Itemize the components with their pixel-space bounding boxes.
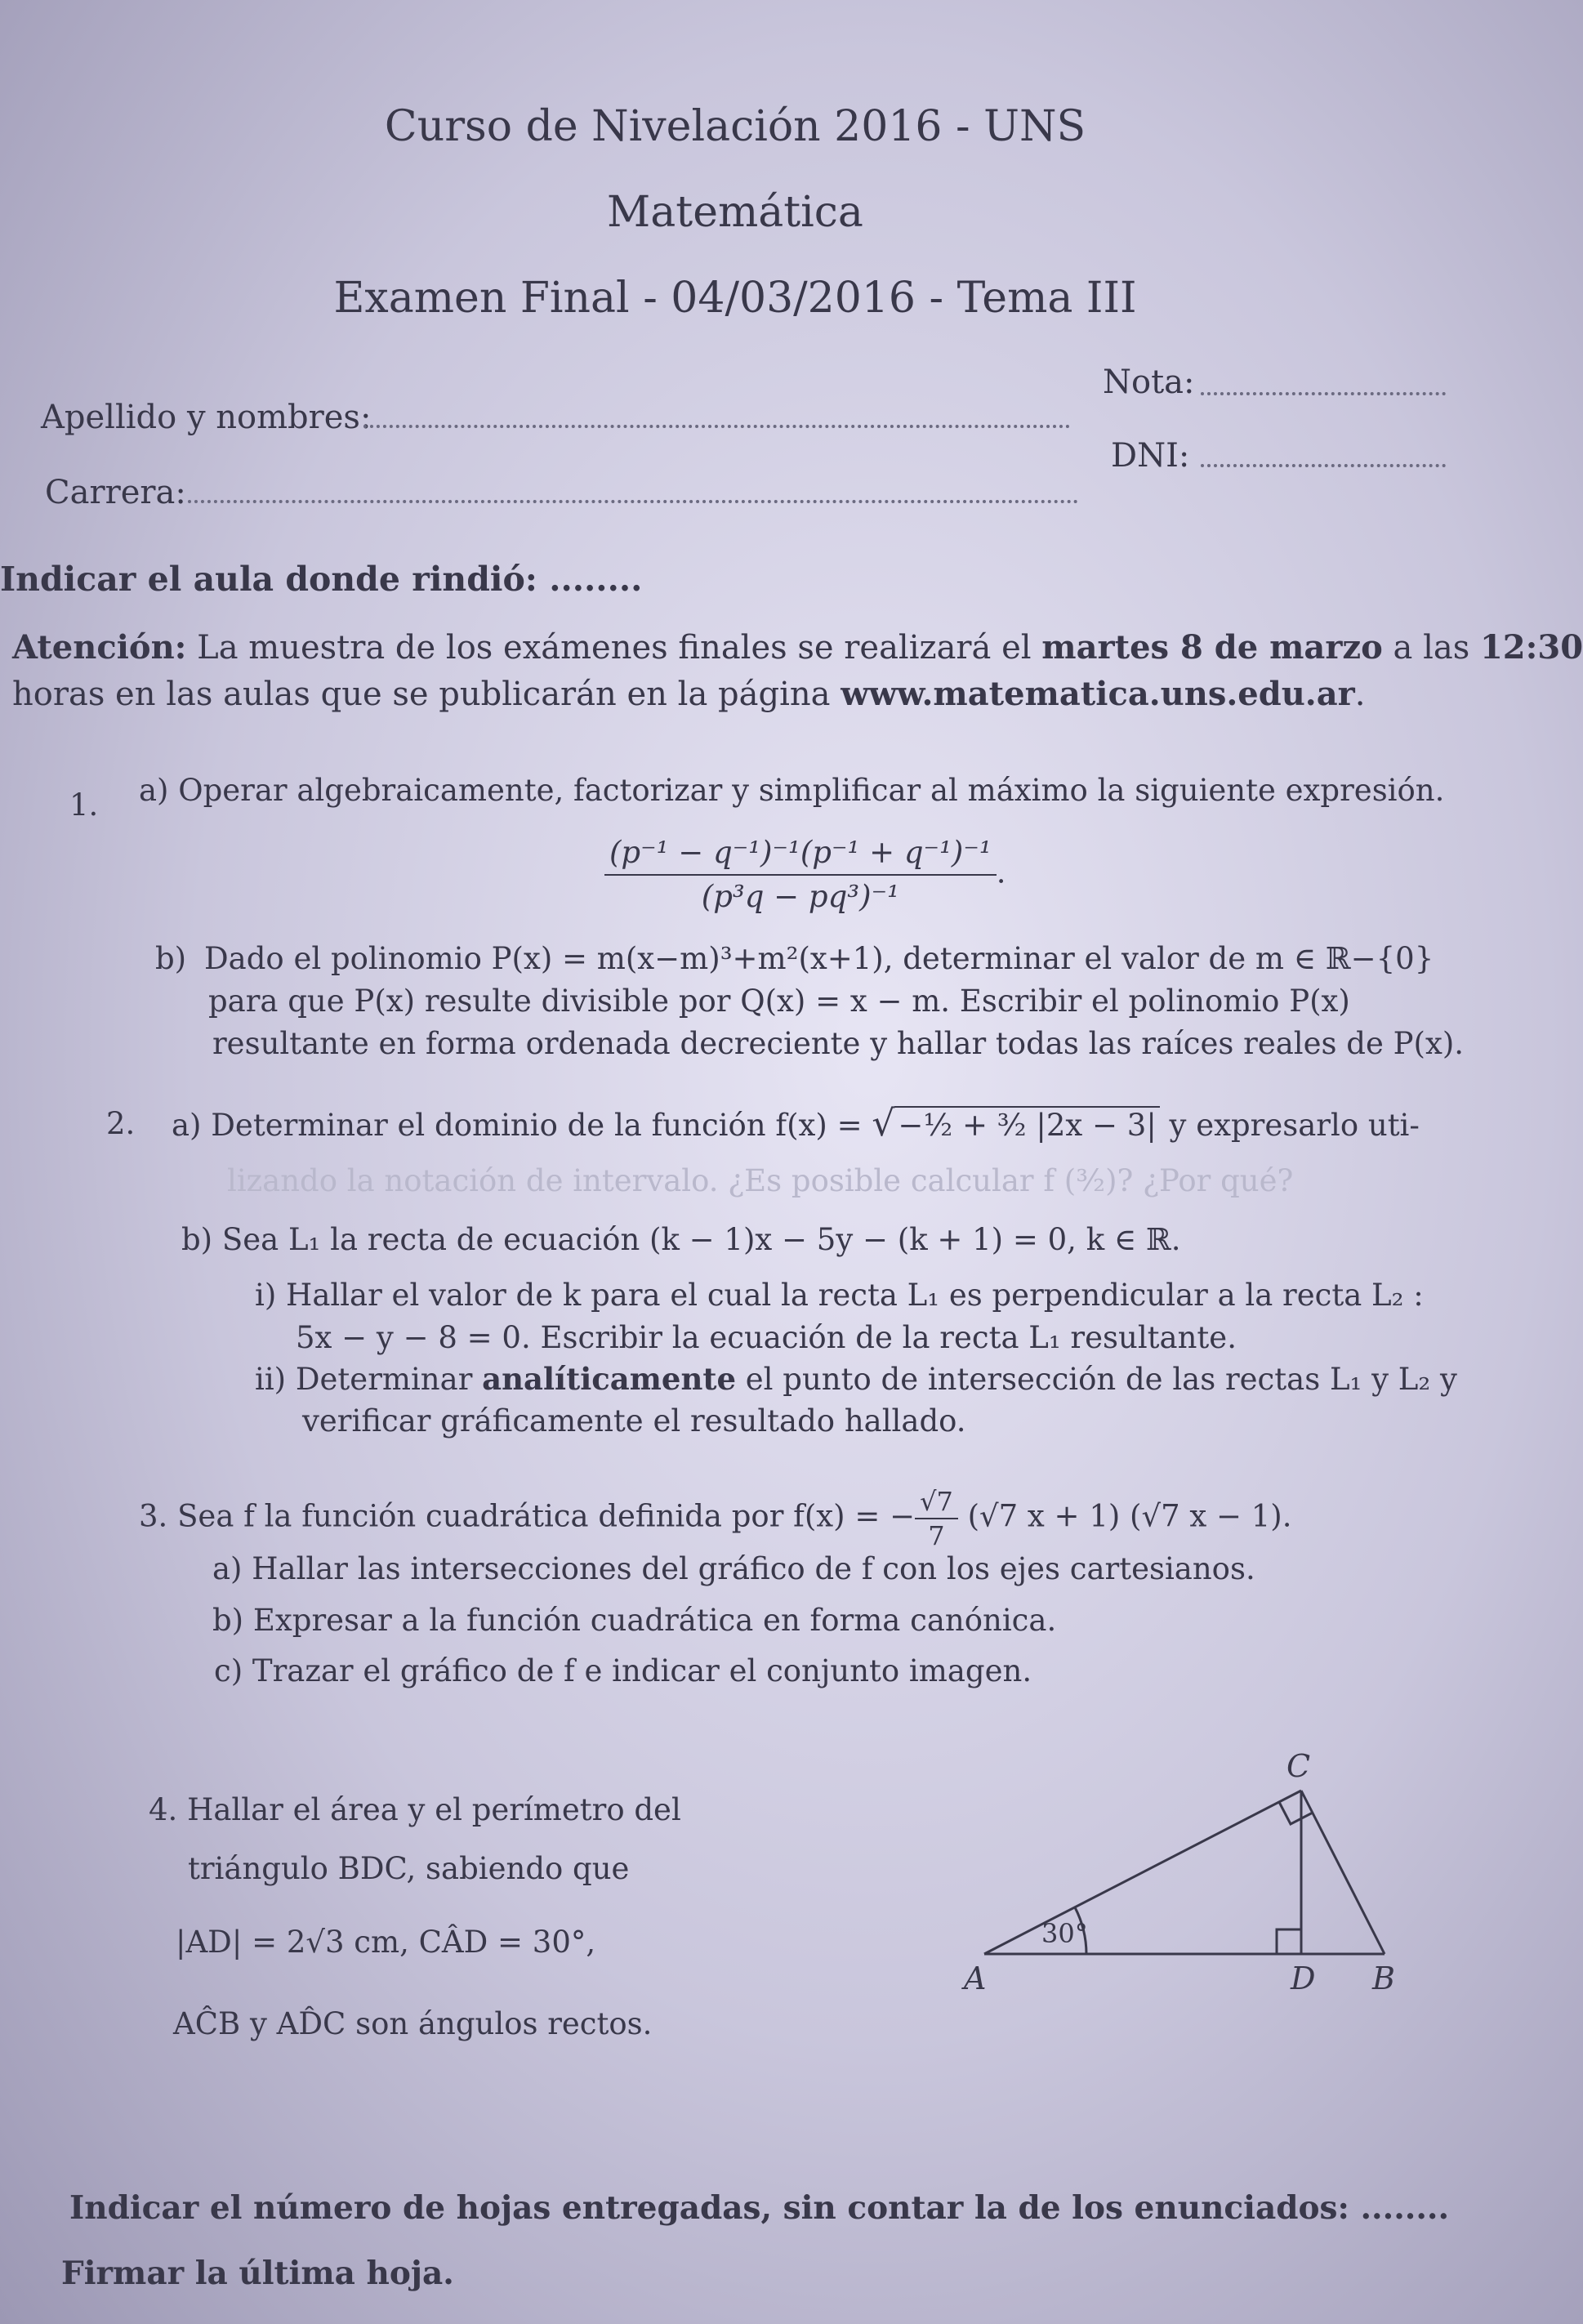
p2-a-text2: y expresarlo uti- — [1159, 1108, 1420, 1143]
p4-line3: |AD| = 2√3 cm, CÂD = 30°, — [176, 1925, 596, 1960]
right-angle-d — [1277, 1929, 1301, 1954]
p2-bii-text2: el punto de intersección de las rectas L₁ y L₂ y — [736, 1362, 1457, 1397]
triangle-figure — [964, 1740, 1421, 2010]
p2-bii-text1: Determinar — [295, 1362, 483, 1397]
p2-a-line2: lizando la notación de intervalo. ¿Es posible calcular f (³⁄₂)? ¿Por qué? — [227, 1163, 1294, 1198]
p2-a-text1: Determinar el dominio de la función f(x) = — [211, 1108, 872, 1143]
attention-text1: La muestra de los exámenes finales se realizará el — [186, 629, 1042, 667]
carrera-line[interactable] — [188, 500, 1078, 503]
label-c: C — [1286, 1748, 1311, 1784]
attention-line1 — [12, 625, 1583, 671]
p3-frac-den: 7 — [928, 1520, 945, 1551]
p1-a-numerator: (p⁻¹ − q⁻¹)⁻¹(p⁻¹ + q⁻¹)⁻¹ — [604, 832, 997, 876]
p2-bi-line1 — [255, 1274, 1424, 1317]
p3-number: 3. — [139, 1498, 168, 1534]
p1-a-fraction — [604, 832, 997, 918]
p1-b-line2: para que P(x) resulte divisible por Q(x) = x − m. Escribir el polinomio P(x) — [208, 984, 1350, 1019]
p1-b-line1: Dado el polinomio P(x) = m(x−m)³+m²(x+1), determinar el valor de m ∈ ℝ−{0} — [204, 941, 1434, 976]
attention-url: www.matematica.uns.edu.ar — [841, 675, 1355, 713]
p2-a-line1: a) Determinar el dominio de la función f(x) = √ −½ + ³⁄₂ |2x − 3| y expresarlo uti- — [172, 1103, 1420, 1144]
p2-a-sqrt: −½ + ³⁄₂ |2x − 3| — [894, 1106, 1159, 1143]
label-d: D — [1291, 1960, 1316, 1996]
attention-text2: a las — [1382, 629, 1480, 667]
p3-fraction — [915, 1485, 958, 1552]
p4-line2: triángulo BDC, sabiendo que — [188, 1851, 630, 1886]
attention-text4: en las aulas que se publicarán en la página — [105, 676, 841, 713]
p3-frac-num: √7 — [915, 1485, 958, 1519]
p2-bii-bold: analíticamente — [482, 1361, 736, 1397]
p2-b-label: b) — [181, 1222, 213, 1257]
label-a: A — [964, 1960, 987, 1996]
p4-number: 4. — [149, 1792, 178, 1827]
apellido-line[interactable] — [363, 425, 1070, 428]
p4-line4: AĈB y AD̂C son ángulos rectos. — [173, 2006, 653, 2041]
p1-a-denominator: (p³q − pq³)⁻¹ — [701, 879, 899, 914]
p3-tail: (√7 x + 1) (√7 x − 1). — [957, 1498, 1292, 1534]
p2-b-text: Sea L₁ la recta de ecuación (k − 1)x − 5y − (k + 1) = 0, k ∈ ℝ. — [221, 1222, 1181, 1257]
p2-bii-line2: verificar gráficamente el resultado hallado. — [302, 1403, 966, 1439]
p2-bi-line2: 5x − y − 8 = 0. Escribir la ecuación de la recta L₁ resultante. — [296, 1320, 1237, 1355]
p1-number: 1. — [69, 787, 99, 823]
label-angle-30: 30° — [1041, 1918, 1088, 1949]
attention-text3: horas — [12, 676, 105, 713]
attention-line2 — [12, 671, 1365, 717]
p1-a-text: Operar algebraicamente, factorizar y simplificar al máximo la siguiente expresión. — [178, 773, 1445, 808]
p1-b-label: b) — [155, 941, 187, 976]
course-title: Curso de Nivelación 2016 - UNS — [384, 102, 1086, 151]
footer-sign: Firmar la última hoja. — [61, 2255, 454, 2292]
p1-a-line — [139, 769, 1444, 812]
segment-ac — [984, 1791, 1301, 1954]
segment-cb — [1301, 1791, 1385, 1954]
dni-label: DNI: — [1111, 437, 1190, 475]
attention-label: Atención: — [12, 628, 187, 667]
p3-c: c) Trazar el gráfico de f e indicar el conjunto imagen. — [214, 1653, 1032, 1688]
attention-time: 12:30 — [1479, 628, 1583, 667]
p2-b-line — [181, 1219, 1181, 1261]
attention-date: martes 8 de marzo — [1041, 628, 1383, 667]
p2-number: 2. — [106, 1106, 136, 1141]
exam-title: Examen Final - 04/03/2016 - Tema III — [333, 274, 1137, 323]
p3-line — [139, 1485, 1292, 1552]
nota-line[interactable] — [1201, 392, 1446, 395]
subject-title: Matemática — [607, 188, 863, 237]
nota-label: Nota: — [1103, 364, 1195, 401]
p4-line1 — [149, 1789, 681, 1831]
footer-sheets: Indicar el número de hojas entregadas, sin contar la de los enunciados: ........ — [69, 2189, 1450, 2227]
attention-text5: . — [1354, 676, 1366, 713]
aula-label: Indicar el aula donde rindió: — [0, 560, 537, 599]
p1-b-line3: resultante en forma ordenada decreciente y hallar todas las raíces reales de P(x). — [212, 1026, 1465, 1061]
p3-text: Sea f la función cuadrática definida por f(x) = − — [177, 1498, 916, 1534]
apellido-label: Apellido y nombres: — [41, 399, 372, 436]
carrera-label: Carrera: — [45, 474, 186, 511]
dni-line[interactable] — [1201, 464, 1446, 467]
p1-a-expression: $\frac{\text{(p⁻¹ − q⁻¹)⁻¹(p⁻¹ + q⁻¹)⁻¹}}{\text{(p³q − pq³)⁻¹}}$ . — [604, 832, 1006, 918]
p2-bi-label: i) — [255, 1278, 277, 1313]
p2-bi-text1: Hallar el valor de k para el cual la recta L₁ es perpendicular a la recta L₂ : — [286, 1278, 1424, 1313]
aula-instruction — [0, 560, 642, 599]
p1-a-label: a) — [139, 773, 169, 808]
p2-bii-line1 — [255, 1358, 1457, 1401]
p3-b: b) Expresar a la función cuadrática en forma canónica. — [212, 1603, 1057, 1638]
label-b: B — [1372, 1960, 1395, 1996]
p2-bii-label: ii) — [255, 1362, 287, 1397]
aula-dots: ........ — [549, 560, 643, 599]
p4-text1: Hallar el área y el perímetro del — [187, 1792, 681, 1827]
p3-a: a) Hallar las intersecciones del gráfico de f con los ejes cartesianos. — [212, 1551, 1255, 1586]
p2-a-label: a) — [172, 1108, 202, 1143]
